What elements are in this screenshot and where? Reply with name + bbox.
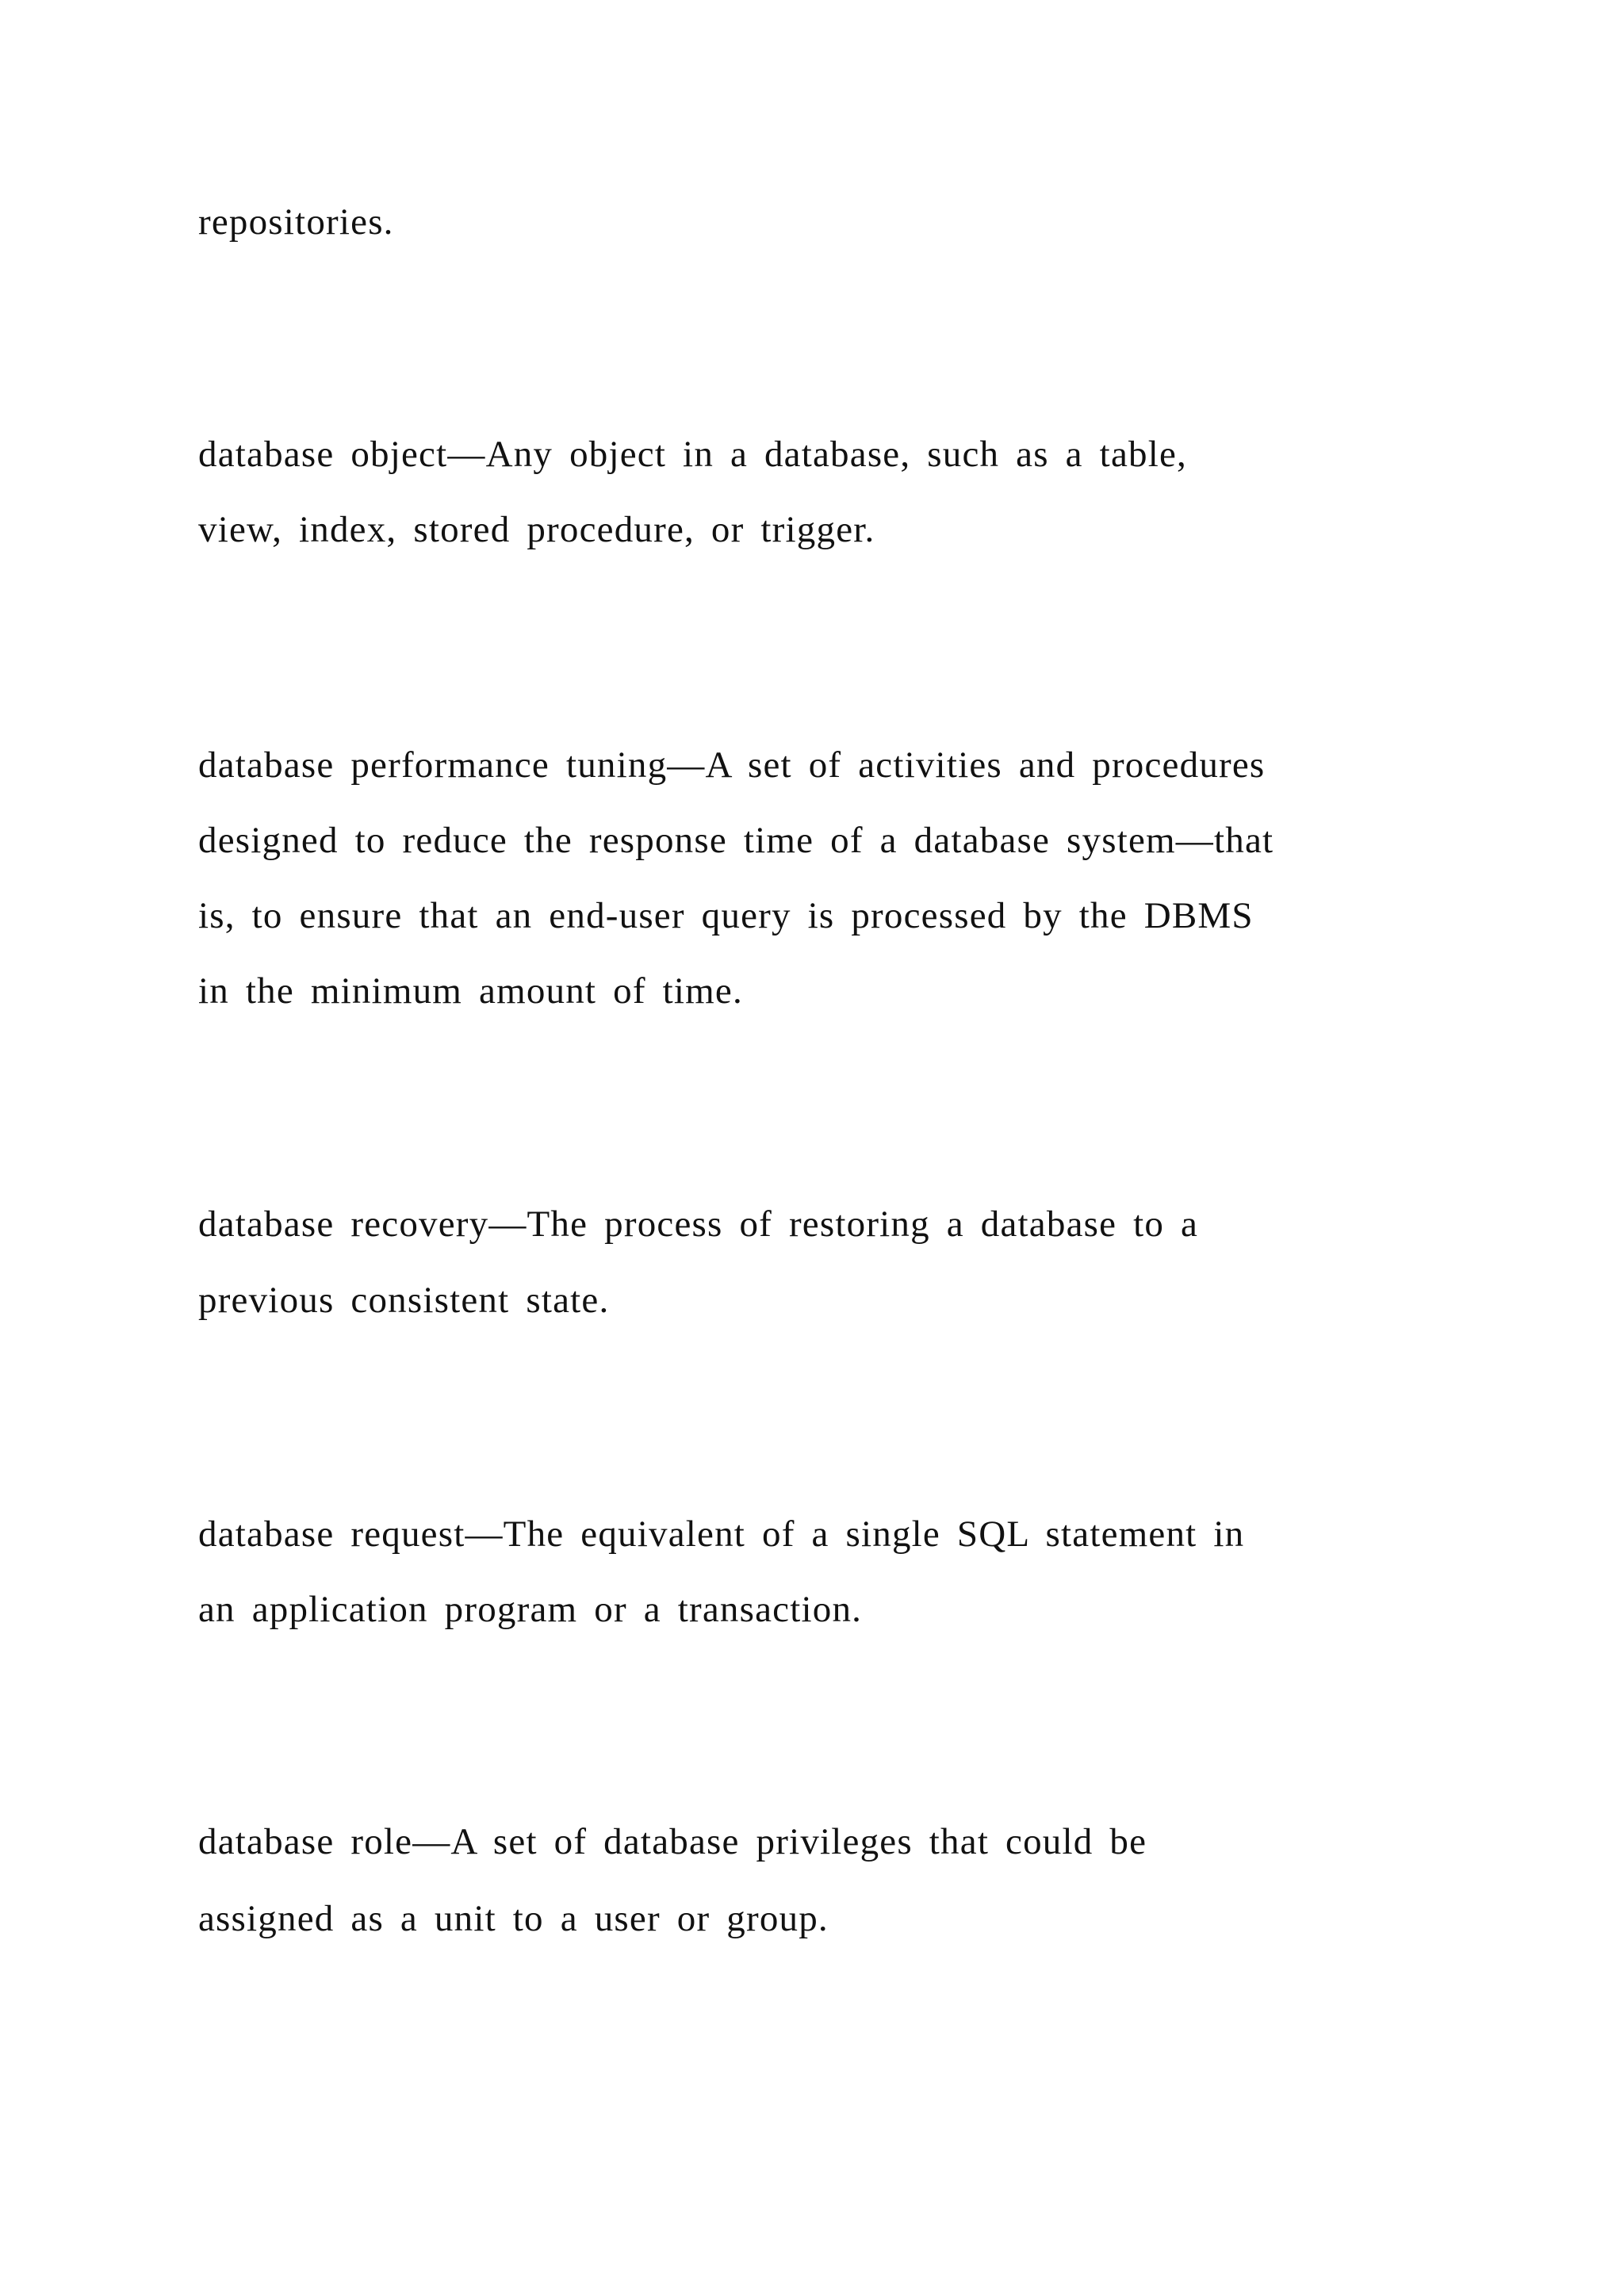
entry-line: database recovery—The process of restoring a database to a xyxy=(198,1203,1199,1245)
entry-line: designed to reduce the response time of a database system—that xyxy=(198,820,1274,861)
entry-line: database performance tuning—A set of activities and procedures xyxy=(198,744,1266,786)
fragment-line: repositories. xyxy=(198,201,394,243)
entry-line: is, to ensure that an end-user query is processed by the DBMS xyxy=(198,895,1254,936)
entry-line: view, index, stored procedure, or trigger. xyxy=(198,509,875,550)
entry-line: database request—The equivalent of a single SQL statement in xyxy=(198,1513,1245,1555)
entry-line: assigned as a unit to a user or group. xyxy=(198,1898,829,1939)
entry-line: database role—A set of database privileges that could be xyxy=(198,1821,1147,1862)
entry-line: in the minimum amount of time. xyxy=(198,970,743,1012)
entry-line: previous consistent state. xyxy=(198,1280,610,1321)
entry-line: an application program or a transaction. xyxy=(198,1589,863,1630)
entry-line: database object—Any object in a database, such as a table, xyxy=(198,434,1187,475)
